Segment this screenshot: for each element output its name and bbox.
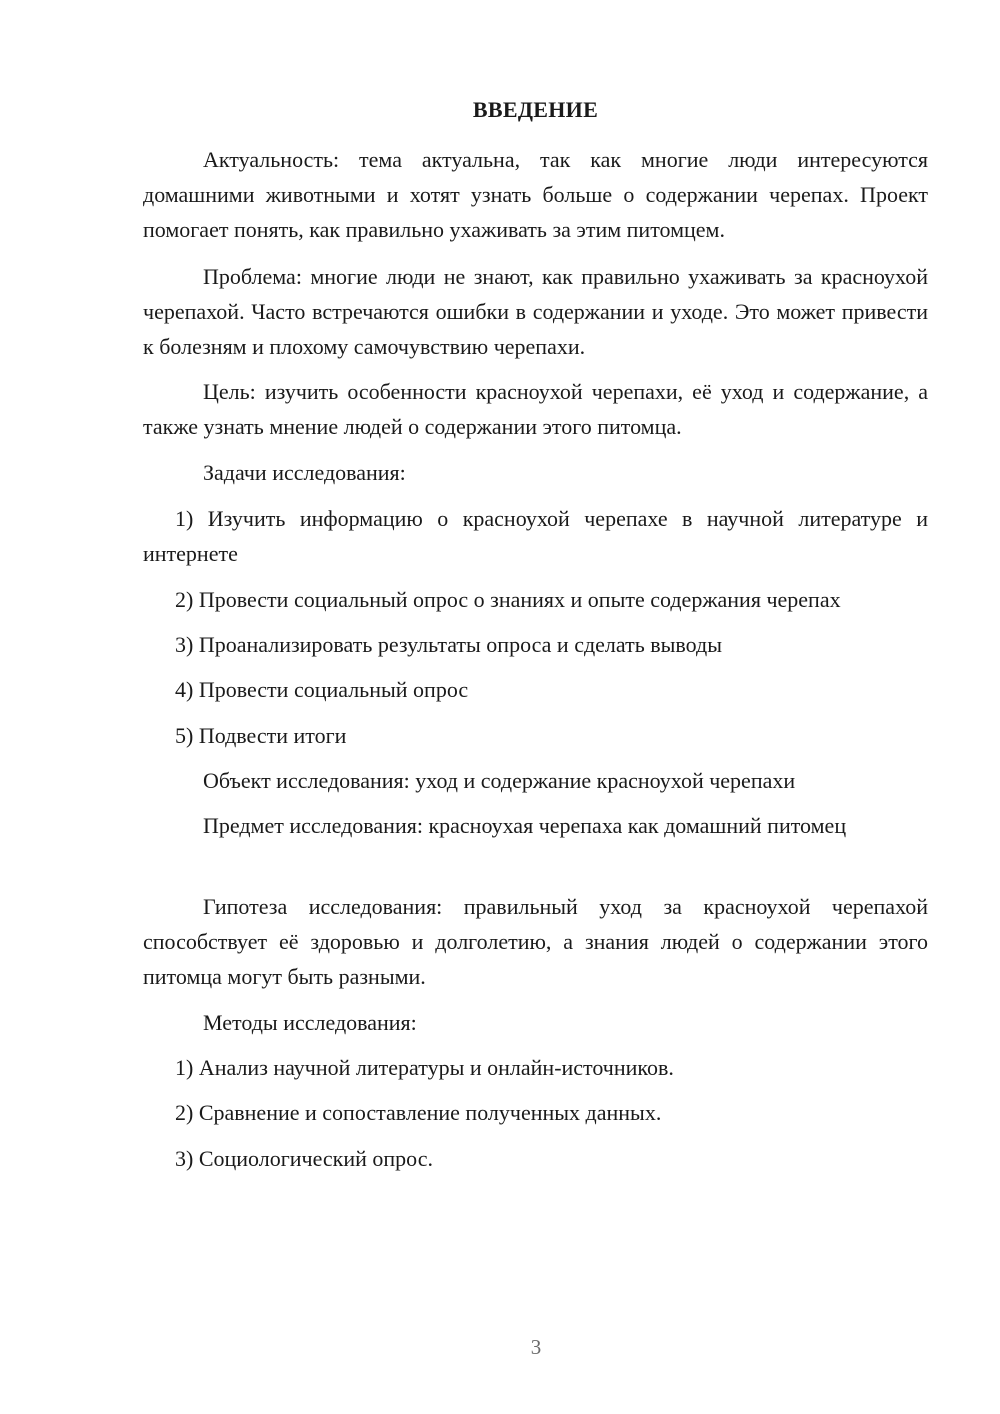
task-item-3: 3) Проанализировать результаты опроса и сделать выводы	[175, 632, 722, 657]
task-item-2: 2) Провести социальный опрос о знаниях и опыте содержания черепах	[175, 587, 841, 612]
page-title: ВВЕДЕНИЕ	[472, 97, 599, 122]
tasks-heading: Задачи исследования:	[203, 460, 406, 485]
method-item-1: 1) Анализ научной литературы и онлайн-источников.	[175, 1055, 674, 1080]
method-item-3: 3) Социологический опрос.	[175, 1146, 433, 1171]
hypothesis-paragraph: Гипотеза исследования: правильный уход за красноухой черепахой способствует её здоровью и долголетию, а знания людей о содержании этого питомца могут быть разными.	[143, 894, 928, 989]
relevance-paragraph: Актуальность: тема актуальна, так как многие люди интересуются домашними животными и хотят узнать больше о содержании черепах. Проект помогает понять, как правильно ухаживать за этим питомцем.	[143, 147, 928, 242]
goal-paragraph: Цель: изучить особенности красноухой черепахи, её уход и содержание, а также узнать мнение людей о содержании этого питомца.	[143, 379, 928, 439]
methods-heading: Методы исследования:	[203, 1010, 417, 1035]
task-item-5: 5) Подвести итоги	[175, 723, 347, 748]
task-item-4: 4) Провести социальный опрос	[175, 677, 469, 702]
subject-paragraph: Предмет исследования: красноухая черепаха как домашний питомец	[203, 813, 847, 838]
task-item-1: 1) Изучить информацию о красноухой черепахе в научной литературе и интернете	[143, 506, 928, 566]
page-number: 3	[530, 1335, 542, 1359]
method-item-2: 2) Сравнение и сопоставление полученных данных.	[175, 1100, 662, 1125]
problem-paragraph: Проблема: многие люди не знают, как правильно ухаживать за красноухой черепахой. Часто встречаются ошибки в содержании и уходе. Это может привести к болезням и плохому самочувствию черепахи.	[143, 264, 928, 359]
object-paragraph: Объект исследования: уход и содержание красноухой черепахи	[203, 768, 796, 793]
